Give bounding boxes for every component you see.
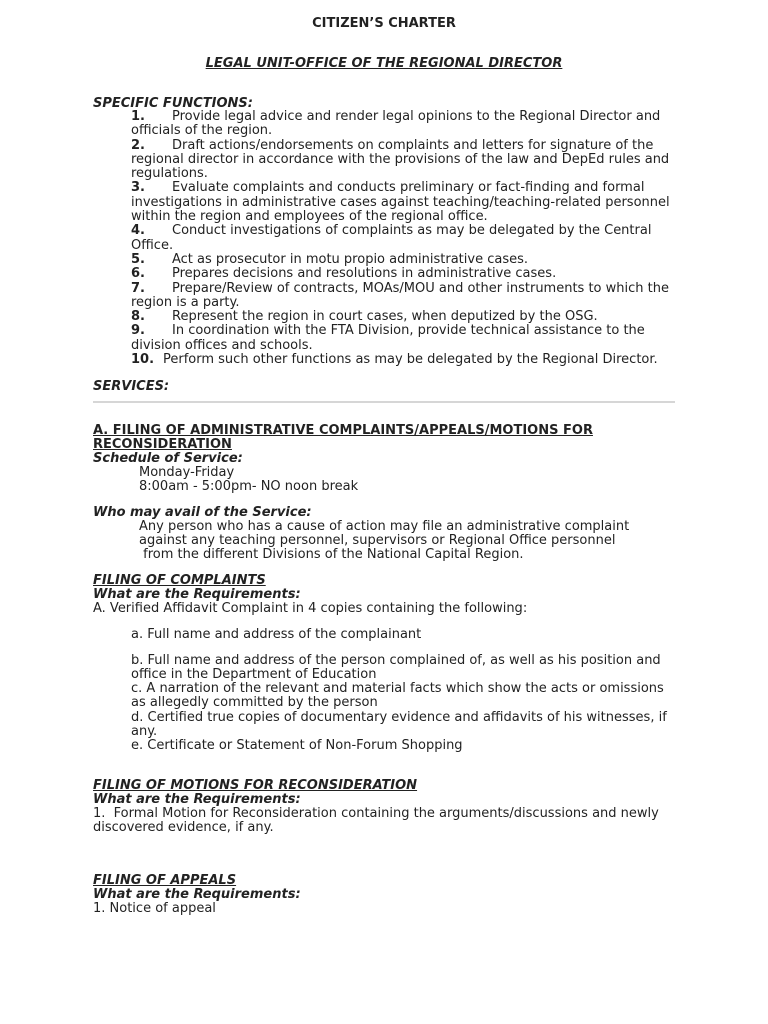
function-item bbox=[131, 310, 676, 324]
section-a-heading-line2: RECONSIDERATION bbox=[93, 437, 232, 452]
function-number: 6. bbox=[131, 266, 145, 282]
office-subtitle: LEGAL UNIT-OFFICE OF THE REGIONAL DIRECTOR bbox=[205, 56, 563, 71]
function-text: Act as prosecutor in motu propio administrative cases. bbox=[172, 251, 528, 267]
requirement-item: a. Full name and address of the complainant bbox=[131, 627, 422, 642]
function-item bbox=[131, 324, 676, 353]
complaints-intro: A. Verified Affidavit Complaint in 4 copies containing the following: bbox=[93, 601, 528, 616]
function-number: 10. bbox=[131, 352, 155, 368]
function-item bbox=[131, 181, 676, 224]
motions-req-heading: What are the Requirements: bbox=[93, 792, 301, 807]
function-number: 3. bbox=[131, 180, 145, 196]
appeals-item: 1. Notice of appeal bbox=[93, 901, 216, 916]
schedule-heading: Schedule of Service: bbox=[93, 451, 243, 466]
function-text: Evaluate complaints and conducts preliminary or fact-finding and formal investigations in administrative cases against teaching/teaching-related personnel within the region and employees of the regional office. bbox=[131, 180, 670, 225]
function-text: In coordination with the FTA Division, provide technical assistance to the division offices and schools. bbox=[131, 323, 645, 353]
schedule-hours: 8:00am - 5:00pm- NO noon break bbox=[139, 479, 359, 494]
function-text: Represent the region in court cases, when deputized by the OSG. bbox=[172, 309, 598, 325]
function-text: Prepares decisions and resolutions in administrative cases. bbox=[172, 266, 557, 282]
function-item bbox=[131, 267, 676, 281]
function-item bbox=[131, 353, 676, 367]
appeals-req-heading: What are the Requirements: bbox=[93, 887, 301, 902]
function-text: Prepare/Review of contracts, MOAs/MOU and other instruments to which the region is a party. bbox=[131, 280, 669, 310]
requirement-item: office in the Department of Education bbox=[131, 667, 377, 682]
requirement-item: d. Certified true copies of documentary evidence and affidavits of his witnesses, if bbox=[131, 710, 667, 725]
function-text: Conduct investigations of complaints as may be delegated by the Central Office. bbox=[131, 223, 652, 253]
function-number: 4. bbox=[131, 223, 145, 239]
motions-item: discovered evidence, if any. bbox=[93, 820, 274, 835]
function-number: 5. bbox=[131, 251, 145, 267]
requirement-item: b. Full name and address of the person complained of, as well as his position and bbox=[131, 653, 661, 668]
function-number: 7. bbox=[131, 280, 145, 296]
motions-heading: FILING OF MOTIONS FOR RECONSIDERATION bbox=[93, 778, 418, 793]
complaints-req-heading: What are the Requirements: bbox=[93, 587, 301, 602]
function-text: Provide legal advice and render legal opinions to the Regional Director and officials of the region. bbox=[131, 109, 661, 139]
who-line: Any person who has a cause of action may file an administrative complaint bbox=[139, 519, 630, 534]
function-item bbox=[131, 253, 676, 267]
function-text: Draft actions/endorsements on complaints and letters for signature of the regional director in accordance with the provisions of the law and DepEd rules and regulations. bbox=[131, 137, 670, 182]
requirement-item: e. Certificate or Statement of Non-Forum Shopping bbox=[131, 738, 463, 753]
section-divider bbox=[93, 401, 675, 403]
function-number: 2. bbox=[131, 137, 145, 153]
requirement-item: c. A narration of the relevant and material facts which show the acts or omissions bbox=[131, 681, 664, 696]
motions-item: 1. Formal Motion for Reconsideration containing the arguments/discussions and newly bbox=[93, 806, 659, 821]
function-text: Perform such other functions as may be delegated by the Regional Director. bbox=[163, 352, 658, 368]
function-number: 9. bbox=[131, 323, 145, 339]
functions-list bbox=[131, 110, 676, 367]
function-item bbox=[131, 139, 676, 182]
schedule-days: Monday-Friday bbox=[139, 465, 235, 480]
who-line: from the different Divisions of the National Capital Region. bbox=[139, 547, 524, 562]
appeals-heading: FILING OF APPEALS bbox=[93, 873, 237, 888]
requirement-item: any. bbox=[131, 724, 158, 739]
function-item bbox=[131, 110, 676, 139]
section-a-heading-line1: A. FILING OF ADMINISTRATIVE COMPLAINTS/APPEALS/MOTIONS FOR bbox=[93, 423, 593, 438]
who-line: against any teaching personnel, supervisors or Regional Office personnel bbox=[139, 533, 616, 548]
document-title: CITIZEN’S CHARTER bbox=[312, 16, 456, 31]
functions-heading: SPECIFIC FUNCTIONS: bbox=[93, 96, 253, 111]
function-item bbox=[131, 224, 676, 253]
services-heading: SERVICES: bbox=[93, 379, 170, 394]
function-number: 8. bbox=[131, 309, 145, 325]
complaints-heading: FILING OF COMPLAINTS bbox=[93, 573, 266, 588]
who-heading: Who may avail of the Service: bbox=[93, 505, 312, 520]
function-number: 1. bbox=[131, 109, 145, 124]
requirement-item: as allegedly committed by the person bbox=[131, 695, 378, 710]
function-item bbox=[131, 282, 676, 311]
